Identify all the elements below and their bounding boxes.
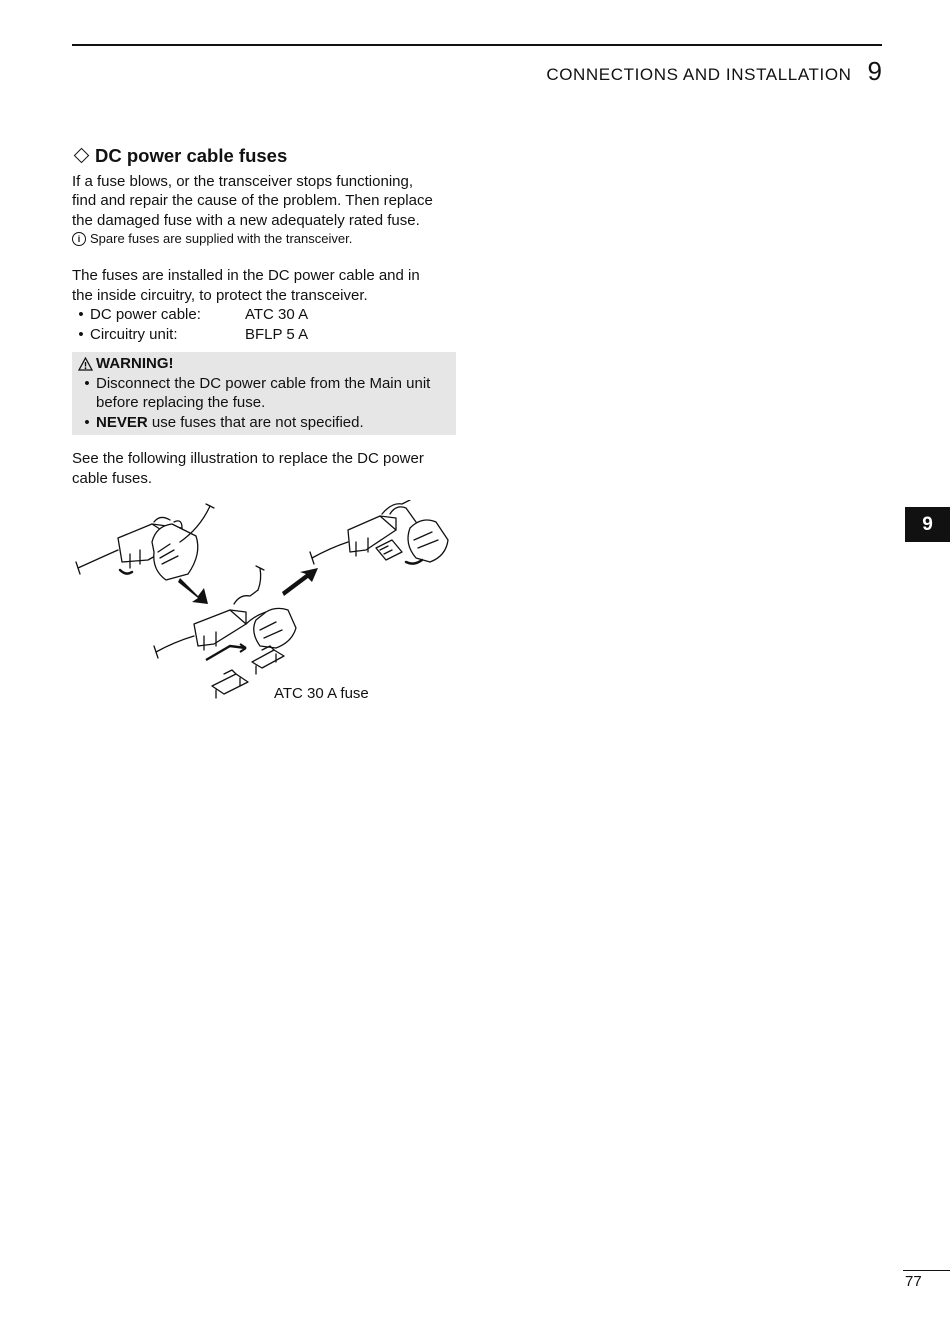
install-line: The fuses are installed in the DC power cable and in <box>72 267 420 284</box>
warning-line: Disconnect the DC power cable from the Main unit <box>96 374 431 392</box>
fuse-holder-reinserted <box>310 500 448 564</box>
atc-fuse-new <box>212 670 248 698</box>
warning-title <box>78 354 450 374</box>
section-heading <box>72 146 462 166</box>
spec-label: DC power cable: <box>90 306 201 323</box>
chapter-number: 9 <box>867 56 882 86</box>
spec-value: BFLP 5 A <box>245 325 309 343</box>
spec-label: Circuitry unit: <box>90 325 178 343</box>
chapter-side-tab: 9 <box>905 507 950 542</box>
warning-box <box>72 352 456 435</box>
diamond-icon <box>74 148 90 164</box>
arrow-down-right-icon <box>178 578 208 604</box>
install-line: the inside circuitry, to protect the transceiver. <box>72 286 368 304</box>
warning-item <box>78 374 450 413</box>
warning-line: use fuses that are not specified. <box>147 413 364 431</box>
intro-paragraph <box>72 172 462 231</box>
warning-title-text: WARNING! <box>96 355 174 372</box>
atc-fuse-old <box>252 646 284 674</box>
note <box>72 230 462 248</box>
header-rule <box>72 44 882 46</box>
arrow-up-right-icon <box>282 568 318 596</box>
illustration-intro-line: See the following illustration to replace the DC power <box>72 450 424 467</box>
page-number: 77 <box>905 1273 922 1290</box>
bullet: • <box>84 413 90 431</box>
fuse-callout-label: ATC 30 A fuse <box>274 685 369 702</box>
footer-rule <box>903 1270 950 1271</box>
bullet: • <box>84 374 90 392</box>
fuse-holder-open <box>154 566 296 658</box>
section-heading-text: DC power cable fuses <box>95 145 288 166</box>
spec-row <box>72 305 462 325</box>
illustration-intro-line: cable fuses. <box>72 469 153 487</box>
info-icon: i <box>72 232 86 246</box>
warning-item <box>78 413 450 433</box>
bullet: • <box>78 325 84 343</box>
spec-value: ATC 30 A <box>245 306 309 323</box>
spec-row <box>72 325 462 345</box>
warning-line: before replacing the fuse. <box>96 394 266 411</box>
main-content <box>72 146 462 488</box>
chapter-title: CONNECTIONS AND INSTALLATION <box>546 65 852 84</box>
page-header <box>546 56 882 87</box>
bullet: • <box>78 306 84 323</box>
install-paragraph <box>72 266 462 305</box>
note-text: Spare fuses are supplied with the transceiver. <box>90 231 353 246</box>
intro-line: the damaged fuse with a new adequately rated fuse. <box>72 211 420 229</box>
fuse-holder-closed <box>76 504 214 580</box>
insert-path-line <box>206 646 246 660</box>
warning-emphasis: NEVER <box>96 413 148 431</box>
intro-line: find and repair the cause of the problem. Then replace <box>72 192 433 209</box>
fuse-replacement-illustration <box>70 500 460 710</box>
intro-line: If a fuse blows, or the transceiver stops functioning, <box>72 172 414 190</box>
warning-triangle-icon <box>78 357 93 371</box>
illustration-intro <box>72 449 462 488</box>
